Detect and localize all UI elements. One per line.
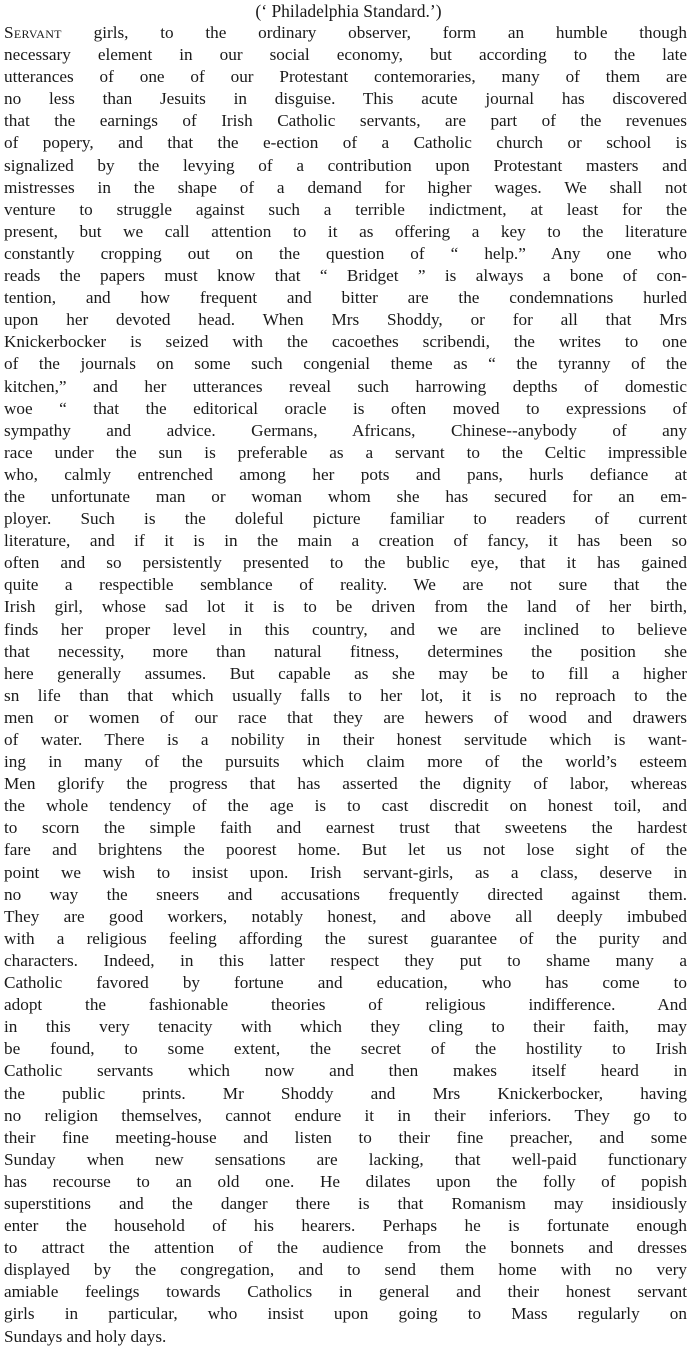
article-line: often and so persistently presented to the bublic eye, that it has gained xyxy=(4,553,687,573)
article-line: present, but we call attention to it as offering a key to the literature xyxy=(4,221,687,241)
article-line: Men glorify the progress that has asserted the dignity of labor, whereas xyxy=(4,774,687,794)
source-attribution: (‘ Philadelphia Standard.’) xyxy=(255,1,442,21)
article-line: their fine meeting-house and listen to their fine preacher, and some xyxy=(4,1127,687,1147)
article-line: Knickerbocker is seized with the cacoethes scribendi, the writes to one xyxy=(4,332,687,352)
article-line: has recourse to an old one. He dilates upon the folly of popish xyxy=(4,1171,687,1191)
article-line xyxy=(4,22,687,44)
article-line: Irish girl, whose sad lot it is to be driven from the land of her birth, xyxy=(4,597,687,617)
article-line: superstitions and the danger there is that Romanism may insidiously xyxy=(4,1193,687,1213)
article-line: ing in many of the pursuits which claim more of the world’s esteem xyxy=(4,752,687,772)
article-line: reads the papers must know that “ Bridget ” is always a bone of con- xyxy=(4,266,687,286)
article-line: in this very tenacity with which they cling to their faith, may xyxy=(4,1017,687,1037)
article-line: constantly cropping out on the question of “ help.” Any one who xyxy=(4,243,687,263)
article-line: no less than Jesuits in disguise. This acute journal has discovered xyxy=(4,89,687,109)
article-body xyxy=(4,22,687,1348)
article-line: with a religious feeling affording the surest guarantee of the purity and xyxy=(4,928,687,948)
article-line: be found, to some extent, the secret of the hostility to Irish xyxy=(4,1039,687,1059)
article-line: tention, and how frequent and bitter are the condemnations hurled xyxy=(4,288,687,308)
article-line: signalized by the levying of a contribution upon Protestant masters and xyxy=(4,155,687,175)
article-line: ployer. Such is the doleful picture familiar to readers of current xyxy=(4,509,687,529)
article-line: no way the sneers and accusations frequently directed against them. xyxy=(4,884,687,904)
article-line: girls in particular, who insist upon going to Mass regularly on xyxy=(4,1304,687,1324)
article-line: of water. There is a nobility in their honest servitude which is want- xyxy=(4,730,687,749)
article-line: Sundays and holy days. xyxy=(4,1326,167,1346)
article-line: characters. Indeed, in this latter respect they put to shame many a xyxy=(4,950,687,970)
article-line: literature, and if it is in the main a creation of fancy, it has been so xyxy=(4,531,687,551)
article-line: here generally assumes. But capable as she may be to fill a higher xyxy=(4,663,687,683)
article-line: to attract the attention of the audience from the bonnets and dresses xyxy=(4,1238,687,1258)
article-line: Catholic favored by fortune and education, who has come to xyxy=(4,973,687,993)
article-line: quite a respectible semblance of reality. We are not sure that the xyxy=(4,575,687,595)
article-line: kitchen,” and her utterances reveal such harrowing depths of domestic xyxy=(4,376,687,396)
article-line: sympathy and advice. Germans, Africans, Chinese--anybody of any xyxy=(4,420,687,440)
article-line: displayed by the congregation, and to send them home with no very xyxy=(4,1260,687,1280)
article-line: no religion themselves, cannot endure it in their inferiors. They go to xyxy=(4,1105,687,1125)
article-line: of popery, and that the e-ection of a Catholic church or school is xyxy=(4,133,687,153)
article-line: that necessity, more than natural fitness, determines the position she xyxy=(4,641,687,661)
article-line: who, calmly entrenched among her pots and pans, hurls defiance at xyxy=(4,464,687,484)
article-line: Catholic servants which now and then makes itself heard in xyxy=(4,1061,687,1081)
article-line: finds her proper level in this country, and we are inclined to believe xyxy=(4,619,687,639)
article-line: Sunday when new sensations are lacking, that well-paid functionary xyxy=(4,1149,687,1169)
first-line-text: girls, to the ordinary observer, form an humble though xyxy=(61,23,687,42)
article-line: race under the sun is preferable as a servant to the Celtic impressible xyxy=(4,442,687,462)
article-line: point we wish to insist upon. Irish servant-girls, as a class, deserve in xyxy=(4,862,687,882)
article-line: sn life than that which usually falls to her lot, it is no reproach to the xyxy=(4,685,687,705)
article-line: They are good workers, notably honest, and above all deeply imbubed xyxy=(4,906,687,926)
article-line: amiable feelings towards Catholics in general and their honest servant xyxy=(4,1282,687,1302)
article-line: to scorn the simple faith and earnest trust that sweetens the hardest xyxy=(4,818,687,838)
article-line: adopt the fashionable theories of religious indifference. And xyxy=(4,995,687,1015)
article-line: venture to struggle against such a terrible indictment, at least for the xyxy=(4,199,687,219)
article-line: that the earnings of Irish Catholic servants, are part of the revenues xyxy=(4,111,687,131)
article-line: the whole tendency of the age is to cast discredit on honest toil, and xyxy=(4,796,687,816)
article-line: men or women of our race that they are hewers of wood and drawers xyxy=(4,707,687,727)
article-line: upon her devoted head. When Mrs Shoddy, or for all that Mrs xyxy=(4,310,687,330)
article-line: the unfortunate man or woman whom she has secured for an em- xyxy=(4,486,687,506)
article-line: woe “ that the editorical oracle is often moved to expressions of xyxy=(4,398,687,418)
article-line: enter the household of his hearers. Perhaps he is fortunate enough xyxy=(4,1216,687,1236)
article-line: mistresses in the shape of a demand for higher wages. We shall not xyxy=(4,177,687,197)
article-line: of the journals on some such congenial theme as “ the tyranny of the xyxy=(4,354,687,374)
article-line: the public prints. Mr Shoddy and Mrs Knickerbocker, having xyxy=(4,1083,687,1103)
article-line: necessary element in our social economy, but according to the late xyxy=(4,45,687,65)
article-line: utterances of one of our Protestant contemoraries, many of them are xyxy=(4,67,687,87)
lead-word: Servant xyxy=(4,23,62,42)
article-line: fare and brightens the poorest home. But let us not lose sight of the xyxy=(4,840,687,860)
